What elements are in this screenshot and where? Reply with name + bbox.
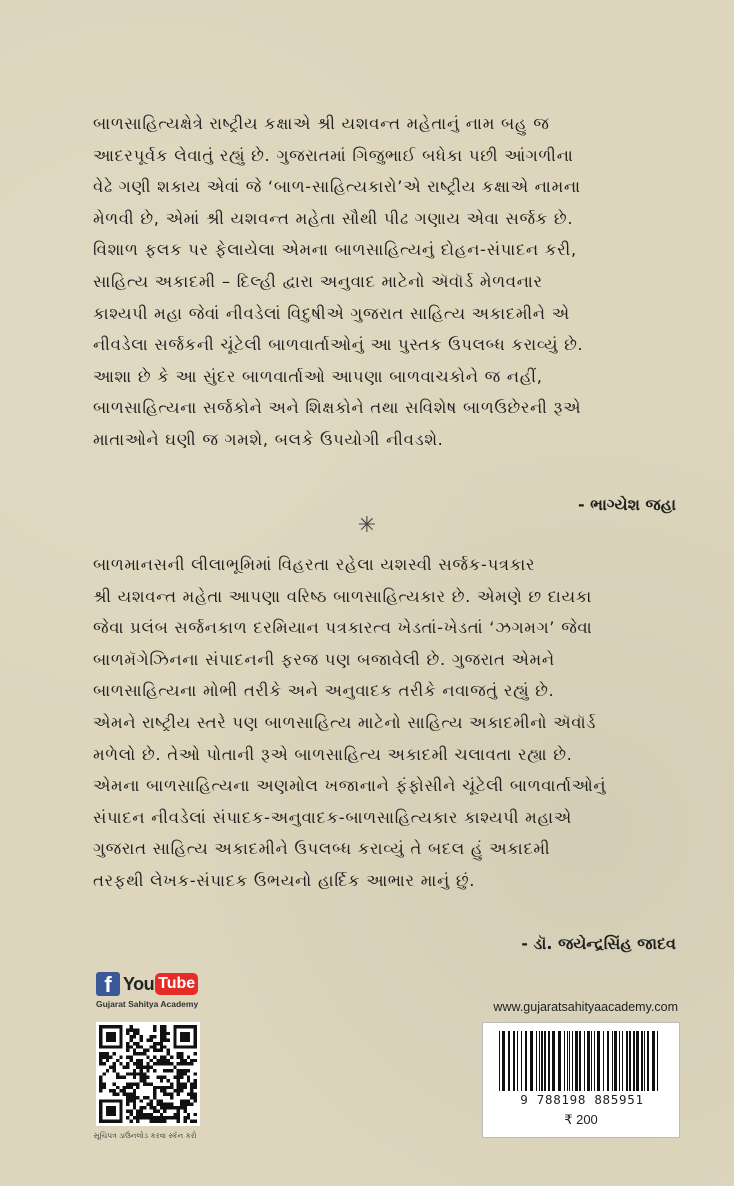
isbn-barcode — [482, 1022, 680, 1138]
text-line: બાળમૅગેઝિનના સંપાદનની ફરજ પણ બજાવેલી છે. ગુજરાત એમને — [93, 649, 555, 669]
paragraph-foreword-2 — [93, 549, 689, 897]
website-url: www.gujaratsahityaacademy.com — [493, 1000, 678, 1014]
isbn-number: 9 788198 885951 — [520, 1092, 644, 1107]
text-line: વેઢે ગણી શકાય એવાં જે ‘બાળ-સાહિત્યકારો’એ રાષ્ટ્રીય કક્ષાએ નામના — [93, 177, 581, 197]
text-line: વિશાળ ફલક પર ફેલાયેલા એમના બાળસાહિત્યનું દોહન-સંપાદન કરી, — [93, 240, 577, 260]
text-line: કાશ્યપી મહા જેવાં નીવડેલાં વિદુષીએ ગુજરાત સાહિત્ય અકાદમીને એ — [93, 303, 570, 323]
signature-2: - ડૉ. જયેન્દ્રસિંહ જાદવ — [521, 934, 676, 953]
qr-code — [96, 1022, 200, 1126]
youtube-icon[interactable] — [123, 973, 198, 995]
text-line: એમના બાળસાહિત્યના અણમોલ ખજાનાને ફંફોસીને ચૂંટેલી બાળવાર્તાઓનું — [93, 776, 607, 796]
text-line: સંપાદન નીવડેલાં સંપાદક-અનુવાદક-બાળસાહિત્યકાર કાશ્યપી મહાએ — [93, 807, 572, 827]
qr-caption: સૂચિપત્ર ડાઉનલોડ કરવા સ્કૅન કરો — [93, 1131, 197, 1140]
text-line: મળેલો છે. તેઓ પોતાની રૂએ બાળસાહિત્ય અકાદમી ચલાવતા રહ્યા છે. — [93, 744, 573, 764]
youtube-tube-text: Tube — [155, 973, 198, 995]
text-line: સાહિત્ય અકાદમી – દિલ્હી દ્વારા અનુવાદ માટેનો ઍવૉર્ડ મેળવનાર — [93, 271, 543, 291]
paragraph-foreword-1 — [93, 108, 689, 456]
text-line: શ્રી યશવન્ત મહેતા આપણા વરિષ્ઠ બાળસાહિત્યકાર છે. એમણે છ દાયકા — [93, 586, 593, 606]
text-line: આદરપૂર્વક લેવાતું રહ્યું છે. ગુજરાતમાં ગિજુભાઈ બધેકા પછી આંગળીના — [93, 145, 574, 165]
facebook-icon[interactable]: f — [96, 972, 120, 996]
text-line: તરફથી લેખક-સંપાદક ઉભયનો હાર્દિક આભાર માનું છું. — [93, 870, 476, 890]
social-links — [96, 972, 206, 1009]
text-line: બાળસાહિત્યના સર્જકોને અને શિક્ષકોને તથા સવિશેષ બાળઉછેરની રૂએ — [93, 398, 582, 418]
text-line: એમને રાષ્ટ્રીય સ્તરે પણ બાળસાહિત્ય માટેનો સાહિત્ય અકાદમીનો ઍવૉર્ડ — [93, 712, 597, 732]
text-line: બાળસાહિત્યક્ષેત્રે રાષ્ટ્રીય કક્ષાએ શ્રી યશવન્ત મહેતાનું નામ બહુ જ — [93, 114, 550, 133]
text-line: જેવા પ્રલંબ સર્જનકાળ દરમિયાન પત્રકારત્વ ખેડતાં-ખેડતાં ‘ઝગમગ’ જેવા — [93, 618, 593, 638]
price-label: ₹ 200 — [564, 1112, 598, 1127]
signature-1: - ભાગ્યેશ જહા — [577, 495, 676, 514]
text-line: બાળમાનસની લીલાભૂમિમાં વિહરતા રહેલા યશસ્વી સર્જક-પત્રકાર — [93, 555, 536, 574]
text-line: નીવડેલા સર્જકની ચૂંટેલી બાળવાર્તાઓનું આ પુસ્તક ઉપલબ્ધ કરાવ્યું છે. — [93, 335, 584, 355]
text-line: આશા છે કે આ સુંદર બાળવાર્તાઓ આપણા બાળવાચકોને જ નહીં, — [93, 366, 543, 386]
text-line: ગુજરાત સાહિત્ય અકાદમીને ઉપલબ્ધ કરાવ્યું તે બદલ હું અકાદમી — [93, 839, 551, 859]
separator-asterisk: ✳ — [357, 513, 377, 538]
text-line: મેળવી છે, એમાં શ્રી યશવન્ત મહેતા સૌથી પીઢ ગણાય એવા સર્જક છે. — [93, 208, 574, 228]
text-line: બાળસાહિત્યના મોભી તરીકે અને અનુવાદક તરીકે નવાજતું રહ્યું છે. — [93, 681, 555, 701]
social-caption: Gujarat Sahitya Academy — [96, 999, 199, 1009]
text-line: માતાઓને ઘણી જ ગમશે, બલકે ઉપયોગી નીવડશે. — [93, 429, 444, 449]
youtube-you-text: You — [123, 973, 155, 994]
